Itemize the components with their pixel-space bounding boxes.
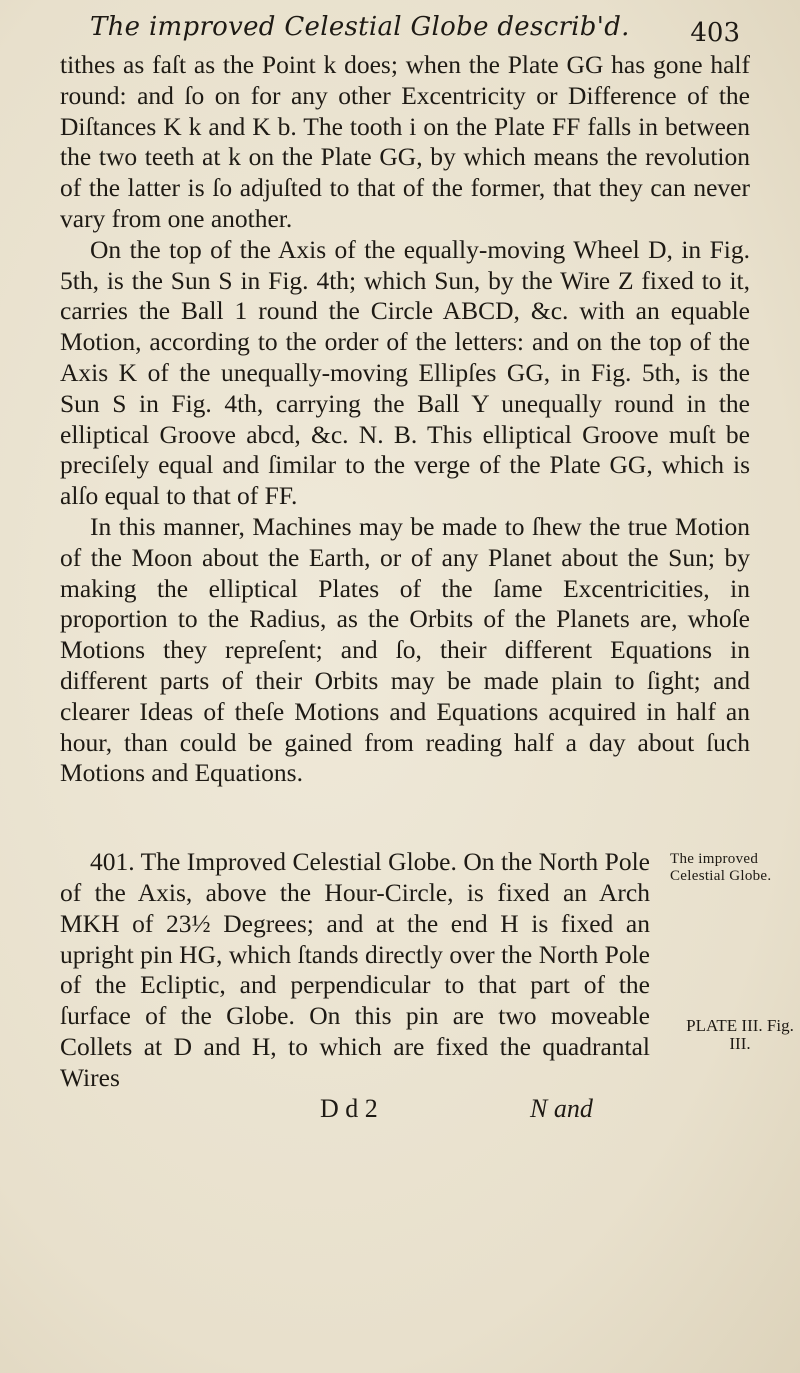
page-footer [60,1094,750,1126]
margin-plate-reference: PLATE III. Fig. III. [686,1016,794,1054]
paragraph-1: tithes as faſt as the Point k does; when the Plate GG has gone half round: and ſo on for any other Excentricity or Difference of the Diſtances K k and K b. The tooth i on the Plate FF falls in between the two teeth at k on the Plate GG, by which means the revolution of the latter is ſo adjuſted to that of the former, that they can never vary from one another. [60,50,750,233]
margin-note: The improved Celestial Globe. [670,851,772,885]
signature-mark: D d 2 [320,1093,378,1123]
page-header [90,8,740,48]
catchword: N and [530,1093,593,1123]
paragraph-3: In this manner, Machines may be made to ſhew the true Motion of the Moon about the Earth, or of any Planet about the Sun; by making the elliptical Plates of the ſame Excentricities, in proportion to the Radius, as the Orbits of the Planets are, whoſe Motions they repreſent; and ſo, their different Equations in different parts of their Orbits may be made plain to ſight; and clearer Ideas of theſe Motions and Equations acquired in half an hour, than could be gained from reading half a day about ſuch Motions and Equations. [60,511,750,788]
page-number: 403 [690,18,740,48]
section-401-text: 401. The Improved Celestial Globe. On the North Pole of the Axis, above the Hour-Circle, is fixed an Arch MKH of 23½ Degrees; and at the end H is fixed an upright pin HG, which ſtands directly over the North Pole of the Ecliptic, and perpendicular to that part of the ſurface of the Globe. On this pin are two moveable Collets at D and H, to which are fixed the quadrantal Wires [60,847,650,1092]
running-head: The improved Celestial Globe describ'd. [90,12,630,42]
section-401 [60,847,794,1093]
section-gap [60,789,750,847]
paragraph-2: On the top of the Axis of the equally-moving Wheel D, in Fig. 5th, is the Sun S in Fig. 4th; which Sun, by the Wire Z fixed to it, carries the Ball 1 round the Circle ABCD, &c. with an equable Motion, according to the order of the letters: and on the top of the Axis K of the unequally-moving Ellipſes GG, in Fig. 5th, is the Sun S in Fig. 4th, carrying the Ball Y unequally round in the elliptical Groove abcd, &c. N. B. This elliptical Groove muſt be preciſely equal and ſimilar to the verge of the Plate GG, which is alſo equal to that of FF. [60,234,750,511]
body-text [60,50,794,1126]
